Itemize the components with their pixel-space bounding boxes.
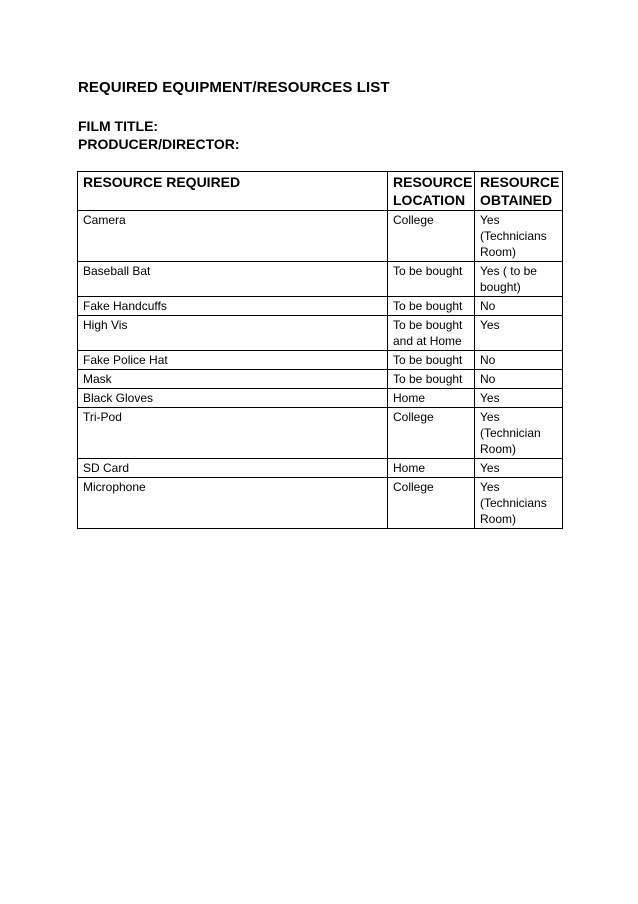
cell-location: To be bought (388, 370, 475, 389)
cell-location: College (388, 478, 475, 529)
table-row (78, 262, 563, 297)
table-row (78, 297, 563, 316)
cell-resource: SD Card (78, 459, 388, 478)
cell-location: To be bought (388, 262, 475, 297)
table-row (78, 351, 563, 370)
table-row (78, 478, 563, 529)
cell-resource: Fake Handcuffs (78, 297, 388, 316)
cell-resource: Baseball Bat (78, 262, 388, 297)
header-resource-location: RESOURCE LOCATION (388, 172, 475, 211)
cell-resource: Black Gloves (78, 389, 388, 408)
cell-obtained: Yes (475, 459, 563, 478)
document-title: REQUIRED EQUIPMENT/RESOURCES LIST (78, 79, 390, 96)
producer-director-label: PRODUCER/DIRECTOR: (78, 136, 240, 152)
table-row (78, 408, 563, 459)
table-row (78, 389, 563, 408)
table-row (78, 316, 563, 351)
cell-location: College (388, 408, 475, 459)
table-row (78, 370, 563, 389)
film-title-label: FILM TITLE: (78, 118, 159, 134)
cell-obtained: Yes (Technicians Room) (475, 478, 563, 529)
header-resource-obtained: RESOURCE OBTAINED (475, 172, 563, 211)
cell-obtained: Yes ( to be bought) (475, 262, 563, 297)
cell-location: Home (388, 389, 475, 408)
cell-location: College (388, 211, 475, 262)
cell-location: Home (388, 459, 475, 478)
resources-table (77, 171, 563, 529)
cell-obtained: No (475, 370, 563, 389)
cell-location: To be bought and at Home (388, 316, 475, 351)
cell-obtained: Yes (Technicians Room) (475, 211, 563, 262)
cell-obtained: Yes (Technician Room) (475, 408, 563, 459)
cell-obtained: No (475, 351, 563, 370)
table-header-row (78, 172, 563, 211)
cell-location: To be bought (388, 351, 475, 370)
header-resource-required: RESOURCE REQUIRED (78, 172, 388, 211)
cell-resource: Microphone (78, 478, 388, 529)
table-row (78, 459, 563, 478)
cell-location: To be bought (388, 297, 475, 316)
cell-resource: High Vis (78, 316, 388, 351)
cell-resource: Mask (78, 370, 388, 389)
table-row (78, 211, 563, 262)
cell-resource: Fake Police Hat (78, 351, 388, 370)
cell-resource: Tri-Pod (78, 408, 388, 459)
cell-obtained: Yes (475, 316, 563, 351)
cell-obtained: No (475, 297, 563, 316)
cell-obtained: Yes (475, 389, 563, 408)
cell-resource: Camera (78, 211, 388, 262)
